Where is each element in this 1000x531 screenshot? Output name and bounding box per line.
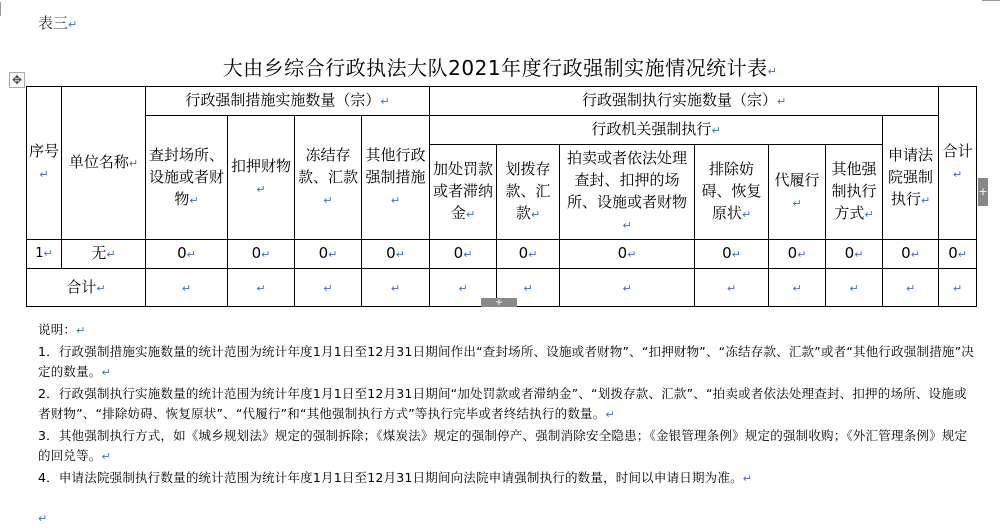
notes-section (38, 320, 978, 489)
page-corner-mark (0, 2, 15, 16)
add-column-icon[interactable]: + (978, 178, 988, 206)
header-seal: 查封场所、设施或者财物↵ (146, 116, 228, 240)
cell-empty: ↵ (146, 269, 228, 307)
header-auction: 拍卖或者依法处理查封、扣押的场所、设施或者财物↵ (560, 145, 695, 240)
page-corner-mark-right (982, 0, 1000, 11)
header-total-col: 合计↵ (939, 87, 977, 240)
move-icon[interactable]: ✥ (9, 72, 25, 88)
note-item: 1．行政强制措施实施数量的统计范围为统计年度1月1日至12月31日期间作出“查封场所、设施或者财物”、“扣押财物”、“冻结存款、汇款”或者“其他行政强制措施”决定的数量。↵ (38, 343, 974, 379)
header-court: 申请法院强制执行↵ (883, 116, 939, 240)
cell-empty: ↵ (695, 269, 769, 307)
cell-value: 0↵ (826, 240, 883, 269)
note-item: 4．申请法院强制执行数量的统计范围为统计年度1月1日至12月31日期间向法院申请强制执行的数量，时间以申请日期为准。↵ (38, 469, 753, 485)
header-measures-group: 行政强制措施实施数量（宗）↵ (146, 87, 430, 116)
cell-empty: ↵ (497, 269, 560, 307)
document-title: 大由乡综合行政执法大队2021年度行政强制实施情况统计表↵ (222, 56, 778, 80)
cell-empty: ↵ (295, 269, 362, 307)
cell-value: 0↵ (430, 240, 497, 269)
cell-value: 0↵ (497, 240, 560, 269)
cell-value: 0↵ (228, 240, 295, 269)
cell-empty: ↵ (939, 269, 977, 307)
paragraph-mark: ↵ (38, 512, 48, 525)
cell-empty: ↵ (430, 269, 497, 307)
cell-empty: ↵ (560, 269, 695, 307)
notes-heading: 说明：↵ (38, 322, 86, 337)
header-detain: 扣押财物↵ (228, 116, 295, 240)
header-transfer: 划拨存款、汇款↵ (497, 145, 560, 240)
cell-empty: ↵ (769, 269, 826, 307)
cell-value: 0↵ (295, 240, 362, 269)
note-item: 2．行政强制执行实施数量的统计范围为统计年度1月1日至12月31日期间“加处罚款或者滞纳金”、“划拨存款、汇款”、“拍卖或者依法处理查封、扣押的场所、设施或者财物”、“排除妨碍、恢复原状”、“代履行”和“其他强制执行方式”等执行完毕或者终结执行的数量。↵ (38, 385, 967, 421)
cell-value: 0↵ (146, 240, 228, 269)
header-unit: 单位名称↵ (62, 87, 146, 240)
cell-value: 0↵ (560, 240, 695, 269)
add-row-icon[interactable]: + (481, 298, 517, 307)
cell-empty: ↵ (362, 269, 430, 307)
table-row (27, 240, 977, 269)
header-other-measures: 其他行政强制措施↵ (362, 116, 430, 240)
header-agency-group: 行政机关强制执行↵ (430, 116, 883, 145)
cell-empty: ↵ (228, 269, 295, 307)
cell-value: 0↵ (362, 240, 430, 269)
cell-unit: 无↵ (62, 240, 146, 269)
header-seq: 序号↵ (27, 87, 62, 240)
table-label: 表三↵ (38, 14, 78, 32)
header-fine: 加处罚款或者滞纳金↵ (430, 145, 497, 240)
header-freeze: 冻结存款、汇款↵ (295, 116, 362, 240)
note-item: 3．其他强制执行方式，如《城乡规划法》规定的强制拆除；《煤炭法》规定的强制停产、强制消除安全隐患；《金银管理条例》规定的强制收购；《外汇管理条例》规定的回兑等。↵ (38, 427, 968, 463)
header-enforcement-group: 行政强制执行实施数量（宗）↵ (430, 87, 939, 116)
cell-empty: ↵ (883, 269, 939, 307)
cell-value: 0↵ (883, 240, 939, 269)
header-proxy: 代履行↵ (769, 145, 826, 240)
header-remove: 排除妨碍、恢复原状↵ (695, 145, 769, 240)
statistics-table (26, 86, 977, 307)
cell-seq: 1↵ (27, 240, 62, 269)
cell-value: 0↵ (695, 240, 769, 269)
cell-empty: ↵ (826, 269, 883, 307)
cell-value: 0↵ (769, 240, 826, 269)
cell-value: 0↵ (939, 240, 977, 269)
cell-total-label: 合计↵ (27, 269, 146, 307)
header-other-exec: 其他强制执行方式↵ (826, 145, 883, 240)
